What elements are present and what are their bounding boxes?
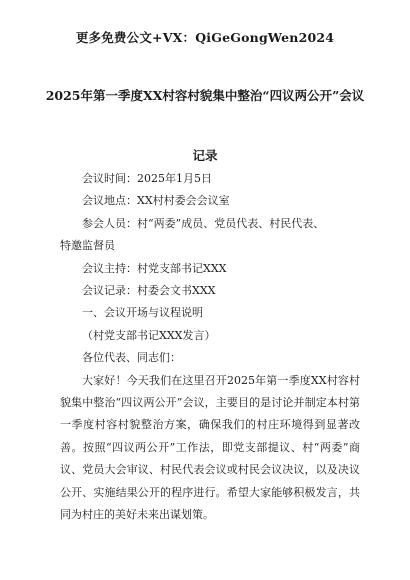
document-title-line2: 记录 — [192, 148, 218, 163]
attendees-line1: 参会人员：村“两委”成员、党员代表、村民代表、 — [82, 216, 325, 230]
attendees-line2: 特邀监督员 — [60, 239, 115, 253]
meeting-host: 会议主持：村党支部书记XXX — [82, 261, 227, 275]
document-title-line1: 2025年第一季度XX村容村貌集中整治“四议两公开”会议 — [45, 88, 365, 103]
section1-heading: 一、会议开场与议程说明 — [82, 306, 203, 320]
section1-speaker: （村党支部书记XXX发言） — [82, 328, 216, 342]
watermark-header: 更多免费公文+VX：QiGeGongWen2024 — [75, 30, 335, 45]
document-body — [60, 168, 360, 527]
greeting: 各位代表、同志们： — [82, 351, 181, 365]
meeting-time: 会议时间：2025年1月5日 — [82, 172, 212, 185]
paragraph-1: 大家好！今天我们在这里召开2025年第一季度XX村容村貌集中整治“四议两公开”会议，主要目的是讨论并制定本村第一季度村容村貌整治方案，确保我们的村庄环境得到显著改善。按照“四议两公开”工作法，即党支部提议、村“两委”商议、党员大会审议、村民代表会议或村民会议决议，以及决议公开、实施结果公开的程序进行。希望大家能够积极发言，共同为村庄的美好未来出谋划策。 — [60, 373, 360, 522]
meeting-place: 会议地点：XX村村委会会议室 — [82, 194, 230, 208]
meeting-recorder: 会议记录：村委会文书XXX — [82, 284, 216, 298]
